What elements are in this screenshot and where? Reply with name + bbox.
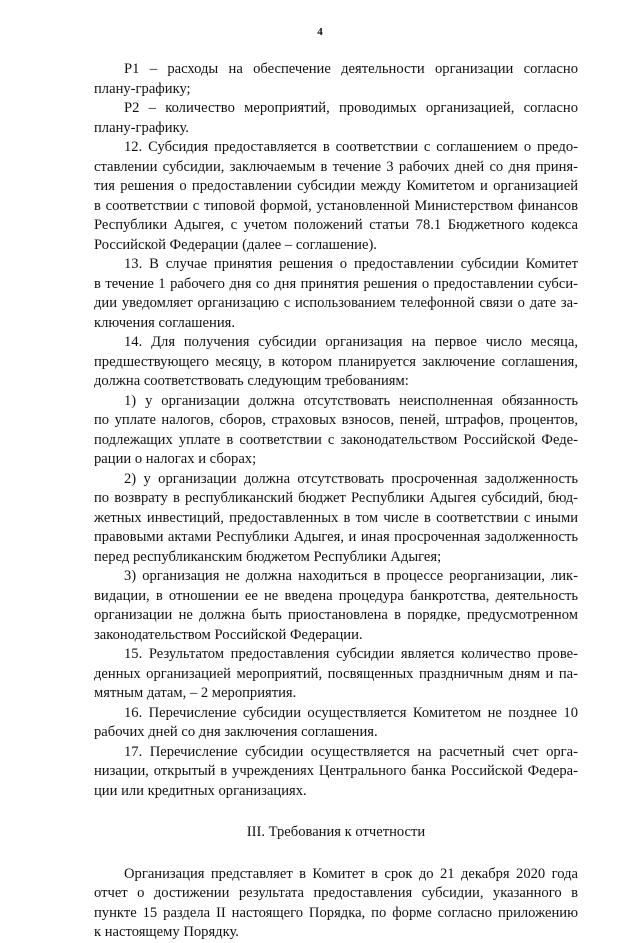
paragraph	[94, 255, 578, 333]
paragraph-line: отчет о достижении результата предоставления субсидии, указанного в	[94, 885, 578, 901]
paragraph-line: Р2 – количество мероприятий, проводимых организацией, согласно	[124, 100, 578, 116]
page-number: 4	[317, 26, 323, 38]
paragraph	[94, 138, 578, 255]
paragraph-line: перед республиканским бюджетом Республики Адыгея;	[94, 548, 442, 565]
paragraph-line: Организация представляет в Комитет в срок до 21 декабря 2020 года	[124, 865, 578, 882]
paragraph	[94, 704, 578, 743]
paragraph-line: в соответствии с типовой формой, установленной Министерством финансов	[94, 197, 578, 214]
paragraph-line: жетных инвестиций, предоставленных в том числе в соответствии с иными	[94, 509, 578, 526]
paragraph-line: 17. Перечисление субсидии осуществляется на расчетный счет орга-	[124, 743, 578, 760]
paragraph	[94, 743, 578, 802]
paragraph-line: 12. Субсидия предоставляется в соответствии с соглашением о предо-	[124, 139, 578, 155]
paragraph-line: по возврату в республиканский бюджет Республики Адыгея субсидий, бюд-	[94, 490, 578, 506]
paragraph-line: видации, в отношении ее не введена процедура банкротства, деятельность	[94, 587, 578, 604]
paragraph-line: должна соответствовать следующим требованиям:	[94, 373, 409, 389]
paragraph-line: ключения соглашения.	[94, 314, 235, 331]
paragraph-line: мятным датам, – 2 мероприятия.	[94, 685, 297, 701]
paragraph-line: тия решения о предоставлении субсидии между Комитетом и организацией	[94, 178, 578, 194]
paragraph-line: предшествующего месяцу, в котором планируется заключение соглашения,	[94, 353, 578, 370]
paragraph-line: в течение 1 рабочего дня со дня принятия решения о предоставлении субси-	[94, 275, 578, 292]
paragraph-line: низации, открытый в учреждениях Центрального банка Российской Федера-	[94, 763, 578, 779]
paragraph-line: правовыми актами Республики Адыгея, и иная просроченная задолженность	[94, 529, 578, 545]
paragraph-line: подлежащих уплате в соответствии с законодательством Российской Феде-	[94, 431, 578, 448]
paragraph-line: рабочих дней со дня заключения соглашения.	[94, 724, 378, 740]
paragraph-line: Российской Федерации (далее – соглашение).	[94, 236, 377, 253]
paragraph	[94, 470, 578, 568]
paragraph-line: ставлении субсидии, заключаемым в течение 3 рабочих дней со дня приня-	[94, 158, 578, 175]
paragraph-line: законодательством Российской Федерации.	[94, 626, 363, 643]
paragraph-final	[94, 865, 578, 943]
paragraph-line: пункте 15 раздела II настоящего Порядка, по форме согласно приложению	[94, 904, 578, 921]
paragraph-line: денных организацией мероприятий, посвященных праздничным дням и па-	[94, 665, 578, 682]
paragraph	[94, 60, 578, 99]
paragraph-line: дии уведомляет организацию с использованием телефонной связи о дате за-	[94, 295, 578, 311]
paragraph-line: ции или кредитных организациях.	[94, 782, 307, 799]
paragraph	[94, 567, 578, 645]
paragraph-line: Республики Адыгея, с учетом положений статьи 78.1 Бюджетного кодекса	[94, 217, 578, 233]
paragraph	[94, 392, 578, 470]
paragraph-line: организации не должна быть приостановлена в порядке, предусмотренном	[94, 607, 578, 623]
paragraph-line: Р1 – расходы на обеспечение деятельности организации согласно	[124, 61, 578, 77]
paragraph	[94, 645, 578, 704]
section-heading: III. Требования к отчетности	[246, 824, 426, 840]
paragraph-line: 13. В случае принятия решения о предоставлении субсидии Комитет	[124, 256, 578, 272]
paragraph	[94, 99, 578, 138]
paragraph-line: рации о налогах и сборах;	[94, 451, 257, 467]
paragraph-line: 15. Результатом предоставления субсидии является количество прове-	[124, 646, 578, 662]
paragraph-line: плану-графику;	[94, 80, 191, 97]
paragraph	[94, 333, 578, 392]
paragraph-line: 3) организация не должна находиться в процессе реорганизации, лик-	[124, 568, 578, 584]
paragraph-line: по уплате налогов, сборов, страховых взносов, пеней, штрафов, процентов,	[94, 412, 578, 428]
document-body	[94, 60, 578, 943]
paragraph-line: к настоящему Порядку.	[94, 924, 239, 940]
paragraph-line: 16. Перечисление субсидии осуществляется Комитетом не позднее 10	[124, 704, 578, 721]
paragraph-line: 2) у организации должна отсутствовать просроченная задолженность	[124, 470, 578, 487]
paragraph-line: плану-графику.	[94, 119, 189, 136]
paragraph-line: 1) у организации должна отсутствовать неисполненная обязанность	[124, 392, 578, 409]
paragraph-line: 14. Для получения субсидии организация на первое число месяца,	[124, 334, 578, 350]
